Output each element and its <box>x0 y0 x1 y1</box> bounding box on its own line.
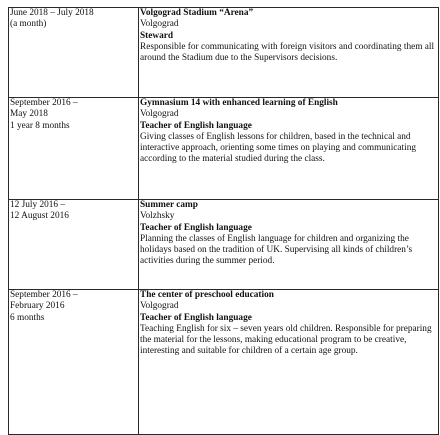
period-end: February 2016 <box>10 301 65 312</box>
table-row <box>9 98 439 200</box>
job-position: Teacher of English language <box>140 312 252 323</box>
period-range: September 2016 – <box>10 98 78 108</box>
period-end: May 2018 <box>10 109 48 120</box>
job-description: Giving classes of English lessons for children, based in the technical and interactive approach, orienting some times on playing and communicating according to the material studied during the class. <box>140 131 416 165</box>
period-cell <box>9 290 139 435</box>
organization-location: Volgograd <box>140 301 179 312</box>
job-position: Steward <box>140 30 174 41</box>
table-row <box>9 8 439 98</box>
job-description: Teaching English for six – seven years old children. Responsible for preparing the material for the lessons, making educational program to be creative, interesting and suitable for children of a certain age group. <box>140 323 432 357</box>
period-range: June 2018 – July 2018 <box>10 8 94 18</box>
period-cell <box>9 200 139 290</box>
job-position: Teacher of English language <box>140 222 252 233</box>
resume-experience-document <box>8 7 439 435</box>
period-duration: 1 year 8 months <box>10 120 70 131</box>
details-cell <box>139 200 439 290</box>
organization-location: Volzhsky <box>140 211 175 222</box>
period-range: 12 July 2016 – <box>10 200 66 210</box>
job-position: Teacher of English language <box>140 120 252 131</box>
organization-name: The center of preschool education <box>140 290 274 300</box>
table-row <box>9 290 439 435</box>
organization-location: Volgograd <box>140 109 179 120</box>
details-cell <box>139 98 439 200</box>
organization-name: Volgograd Stadium “Arena” <box>140 8 254 18</box>
job-description: Planning the classes of English language for children and organizing the holidays based on the tradition of UK. Supervising all kinds of children’s activities during the summer period. <box>140 233 413 267</box>
period-range: September 2016 – <box>10 290 78 300</box>
job-description: Responsible for communicating with foreign visitors and coordinating them all around the Stadium due to the Supervisors decisions. <box>140 41 435 64</box>
period-cell <box>9 98 139 200</box>
details-cell <box>139 290 439 435</box>
period-end: 12 August 2016 <box>10 211 69 222</box>
details-cell <box>139 8 439 98</box>
experience-table <box>8 7 439 435</box>
period-duration: (a month) <box>10 19 47 30</box>
period-cell <box>9 8 139 98</box>
organization-location: Volgograd <box>140 19 179 30</box>
organization-name: Summer camp <box>140 200 198 210</box>
period-duration: 6 months <box>10 312 45 323</box>
table-row <box>9 200 439 290</box>
organization-name: Gymnasium 14 with enhanced learning of English <box>140 98 338 108</box>
